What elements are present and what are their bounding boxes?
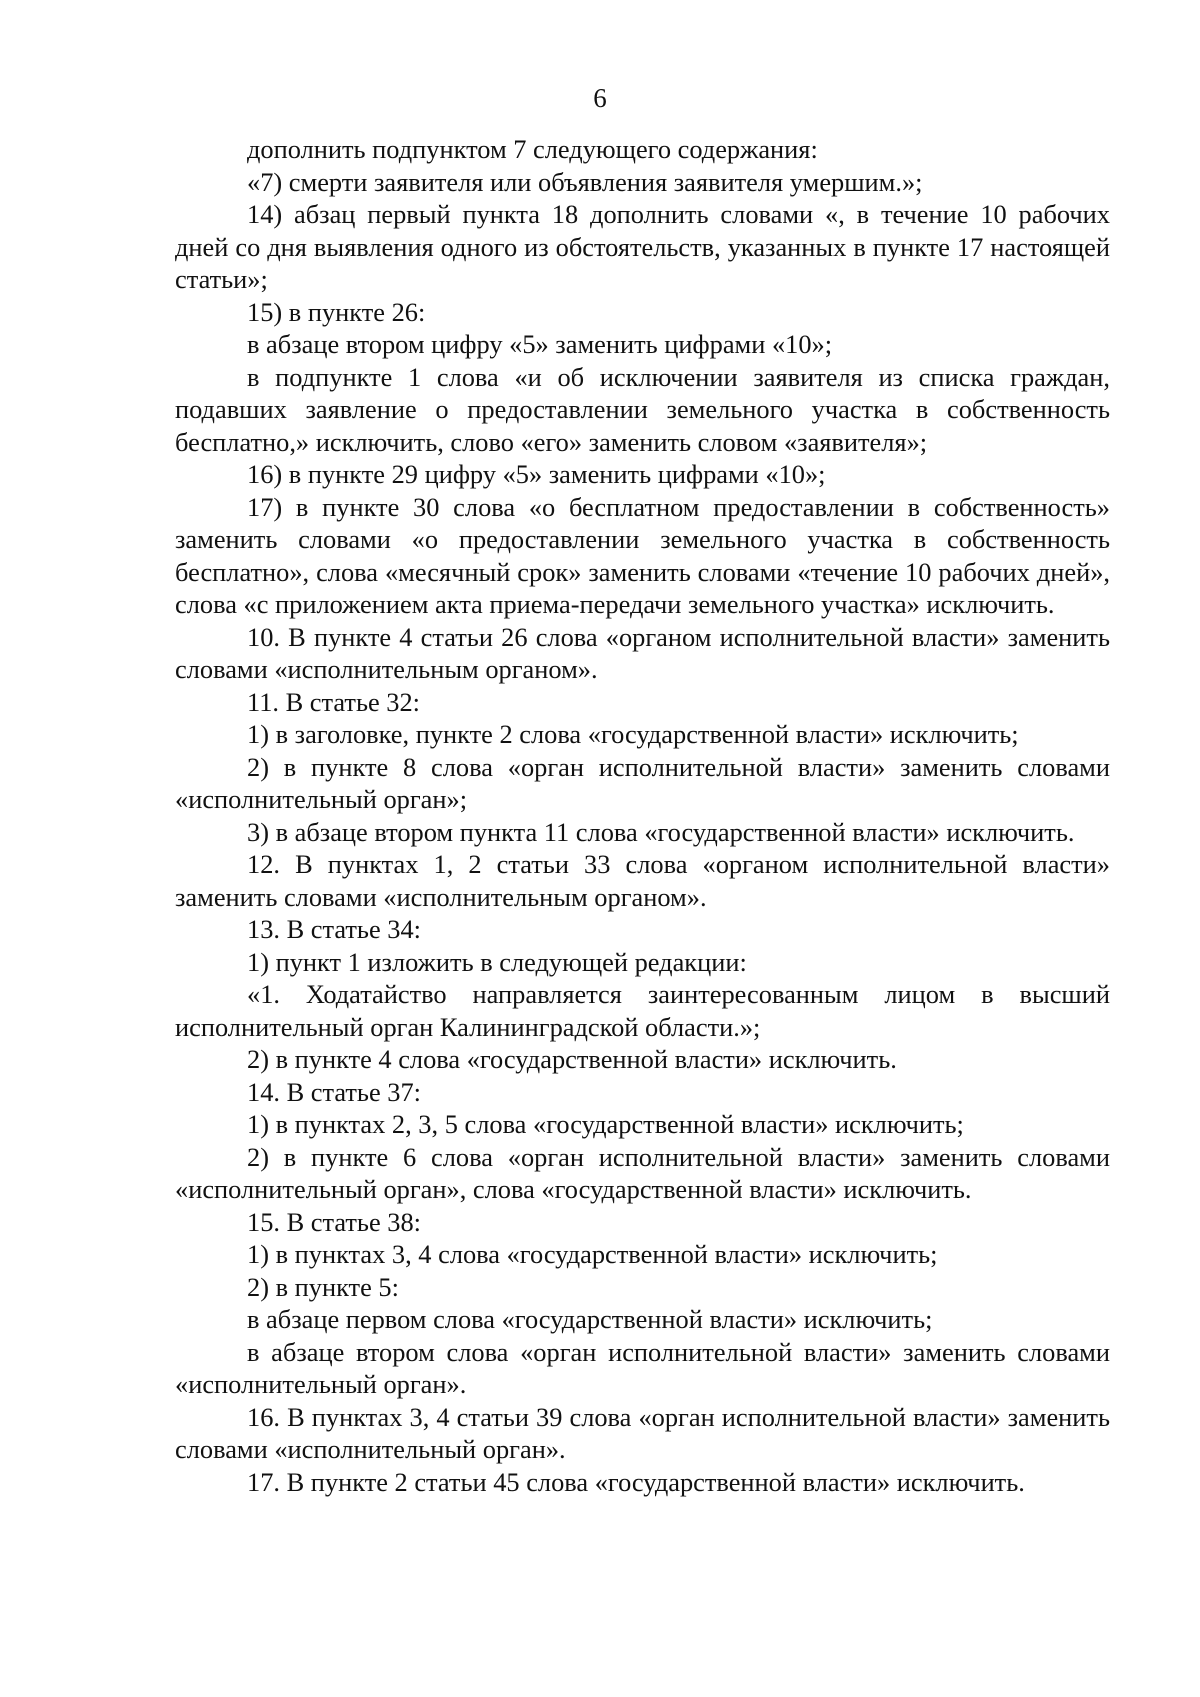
paragraph: 15. В статье 38: [247,1206,421,1237]
paragraph: «1. Ходатайство направляется заинтересованным лицом в высший исполнительный орган Калининградской области.»; [175,979,1110,1042]
paragraph: 12. В пунктах 1, 2 статьи 33 слова «органом исполнительной власти» заменить словами «исполнительным органом». [175,849,1110,912]
paragraph: 1) в заголовке, пункте 2 слова «государственной власти» исключить; [247,719,1019,749]
paragraph: в подпункте 1 слова «и об исключении заявителя из списка граждан, подавших заявление о предоставлении земельного участка в собственность бесплатно,» исключить, слово «его» заменить словом «заявителя»; [175,361,1110,457]
paragraph: 1) в пунктах 2, 3, 5 слова «государственной власти» исключить; [247,1109,964,1139]
paragraph: в абзаце втором цифру «5» заменить цифрами «10»; [247,329,833,359]
paragraph: 1) в пунктах 3, 4 слова «государственной власти» исключить; [247,1239,938,1269]
paragraph: в абзаце втором слова «орган исполнительной власти» заменить словами «исполнительный орган». [175,1336,1110,1399]
paragraph: 15) в пункте 26: [247,296,426,327]
paragraph: 16. В пунктах 3, 4 статьи 39 слова «орган исполнительной власти» заменить словами «исполнительный орган». [175,1401,1110,1464]
paragraph: 2) в пункте 4 слова «государственной власти» исключить. [247,1044,897,1074]
paragraph: 2) в пункте 5: [247,1271,399,1302]
paragraph: 1) пункт 1 изложить в следующей редакции: [247,946,747,977]
paragraph: 16) в пункте 29 цифру «5» заменить цифрами «10»; [247,459,826,489]
paragraph: 3) в абзаце втором пункта 11 слова «государственной власти» исключить. [247,816,1075,847]
document-body [175,133,1110,1498]
paragraph: 11. В статье 32: [247,686,421,717]
paragraph: 13. В статье 34: [247,914,421,944]
paragraph: «7) смерти заявителя или объявления заявителя умершим.»; [247,166,923,197]
paragraph: 2) в пункте 8 слова «орган исполнительной власти» заменить словами «исполнительный орган»; [175,751,1110,814]
paragraph: 14. В статье 37: [247,1076,421,1107]
paragraph: в абзаце первом слова «государственной власти» исключить; [247,1304,933,1334]
paragraph: 2) в пункте 6 слова «орган исполнительной власти» заменить словами «исполнительный орган», слова «государственной власти» исключить. [175,1141,1110,1204]
paragraph: 10. В пункте 4 статьи 26 слова «органом исполнительной власти» заменить словами «исполнительным органом». [175,621,1110,684]
paragraph: 14) абзац первый пункта 18 дополнить словами «, в течение 10 рабочих дней со дня выявления одного из обстоятельств, указанных в пункте 17 настоящей статьи»; [175,199,1110,294]
paragraph: 17) в пункте 30 слова «о бесплатном предоставлении в собственность» заменить словами «о предоставлении земельного участка в собственность бесплатно», слова «месячный срок» заменить словами «течение 10 рабочих дней», слова «с приложением акта приема-передачи земельного участка» исключить. [175,491,1110,619]
paragraph: 17. В пункте 2 статьи 45 слова «государственной власти» исключить. [247,1466,1025,1497]
paragraph: дополнить подпунктом 7 следующего содержания: [247,134,818,164]
page-number: 6 [593,83,607,113]
